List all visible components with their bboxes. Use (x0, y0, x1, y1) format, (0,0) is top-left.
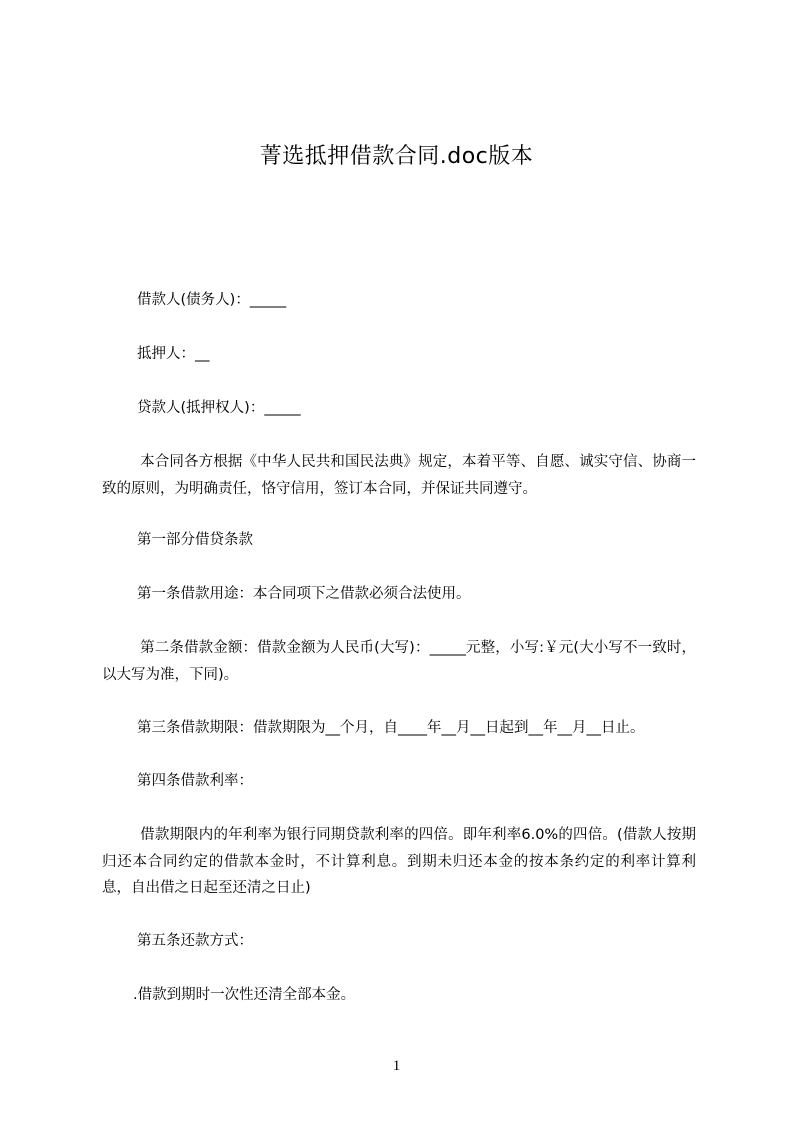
part-one-heading: 第一部分借贷条款 (137, 532, 253, 548)
article-4: 第四条借款利率： (137, 773, 253, 789)
article-2-text: 第二条借款金额：借款金额为人民币(大写)：_____元整，小写:￥元(大小写不一致时，以大写为准，下同)。 (102, 640, 696, 683)
document-title: 菁选抵押借款合同.doc版本 (259, 144, 534, 169)
interest-text: 借款期限内的年利率为银行同期贷款利率的四倍。即年利率6.0%的四倍。(借款人按期归还本合同约定的借款本金时，不计算利息。到期未归还本金的按本条约定的利率计算利息，自出借之日起至还清之日止) (102, 827, 696, 896)
article-5: 第五条还款方式： (137, 933, 253, 949)
borrower-line: 借款人(债务人)：_____ (137, 292, 287, 308)
article-2-paragraph (102, 635, 696, 688)
lender-line: 贷款人(抵押权人)：_____ (137, 400, 301, 416)
repayment-line: .借款到期时一次性还清全部本金。 (133, 987, 356, 1003)
intro-paragraph (102, 449, 696, 502)
interest-paragraph (102, 822, 696, 902)
mortgagor-line: 抵押人：__ (137, 346, 210, 362)
article-1: 第一条借款用途：本合同项下之借款必须合法使用。 (137, 586, 471, 602)
intro-text: 本合同各方根据《中华人民共和国民法典》规定，本着平等、自愿、诚实守信、协商一致的原则，为明确责任，恪守信用，签订本合同，并保证共同遵守。 (102, 454, 696, 497)
article-3: 第三条借款期限：借款期限为__个月，自____年__月__日起到__年__月__日止。 (137, 720, 645, 736)
page-number: 1 (392, 1058, 401, 1074)
